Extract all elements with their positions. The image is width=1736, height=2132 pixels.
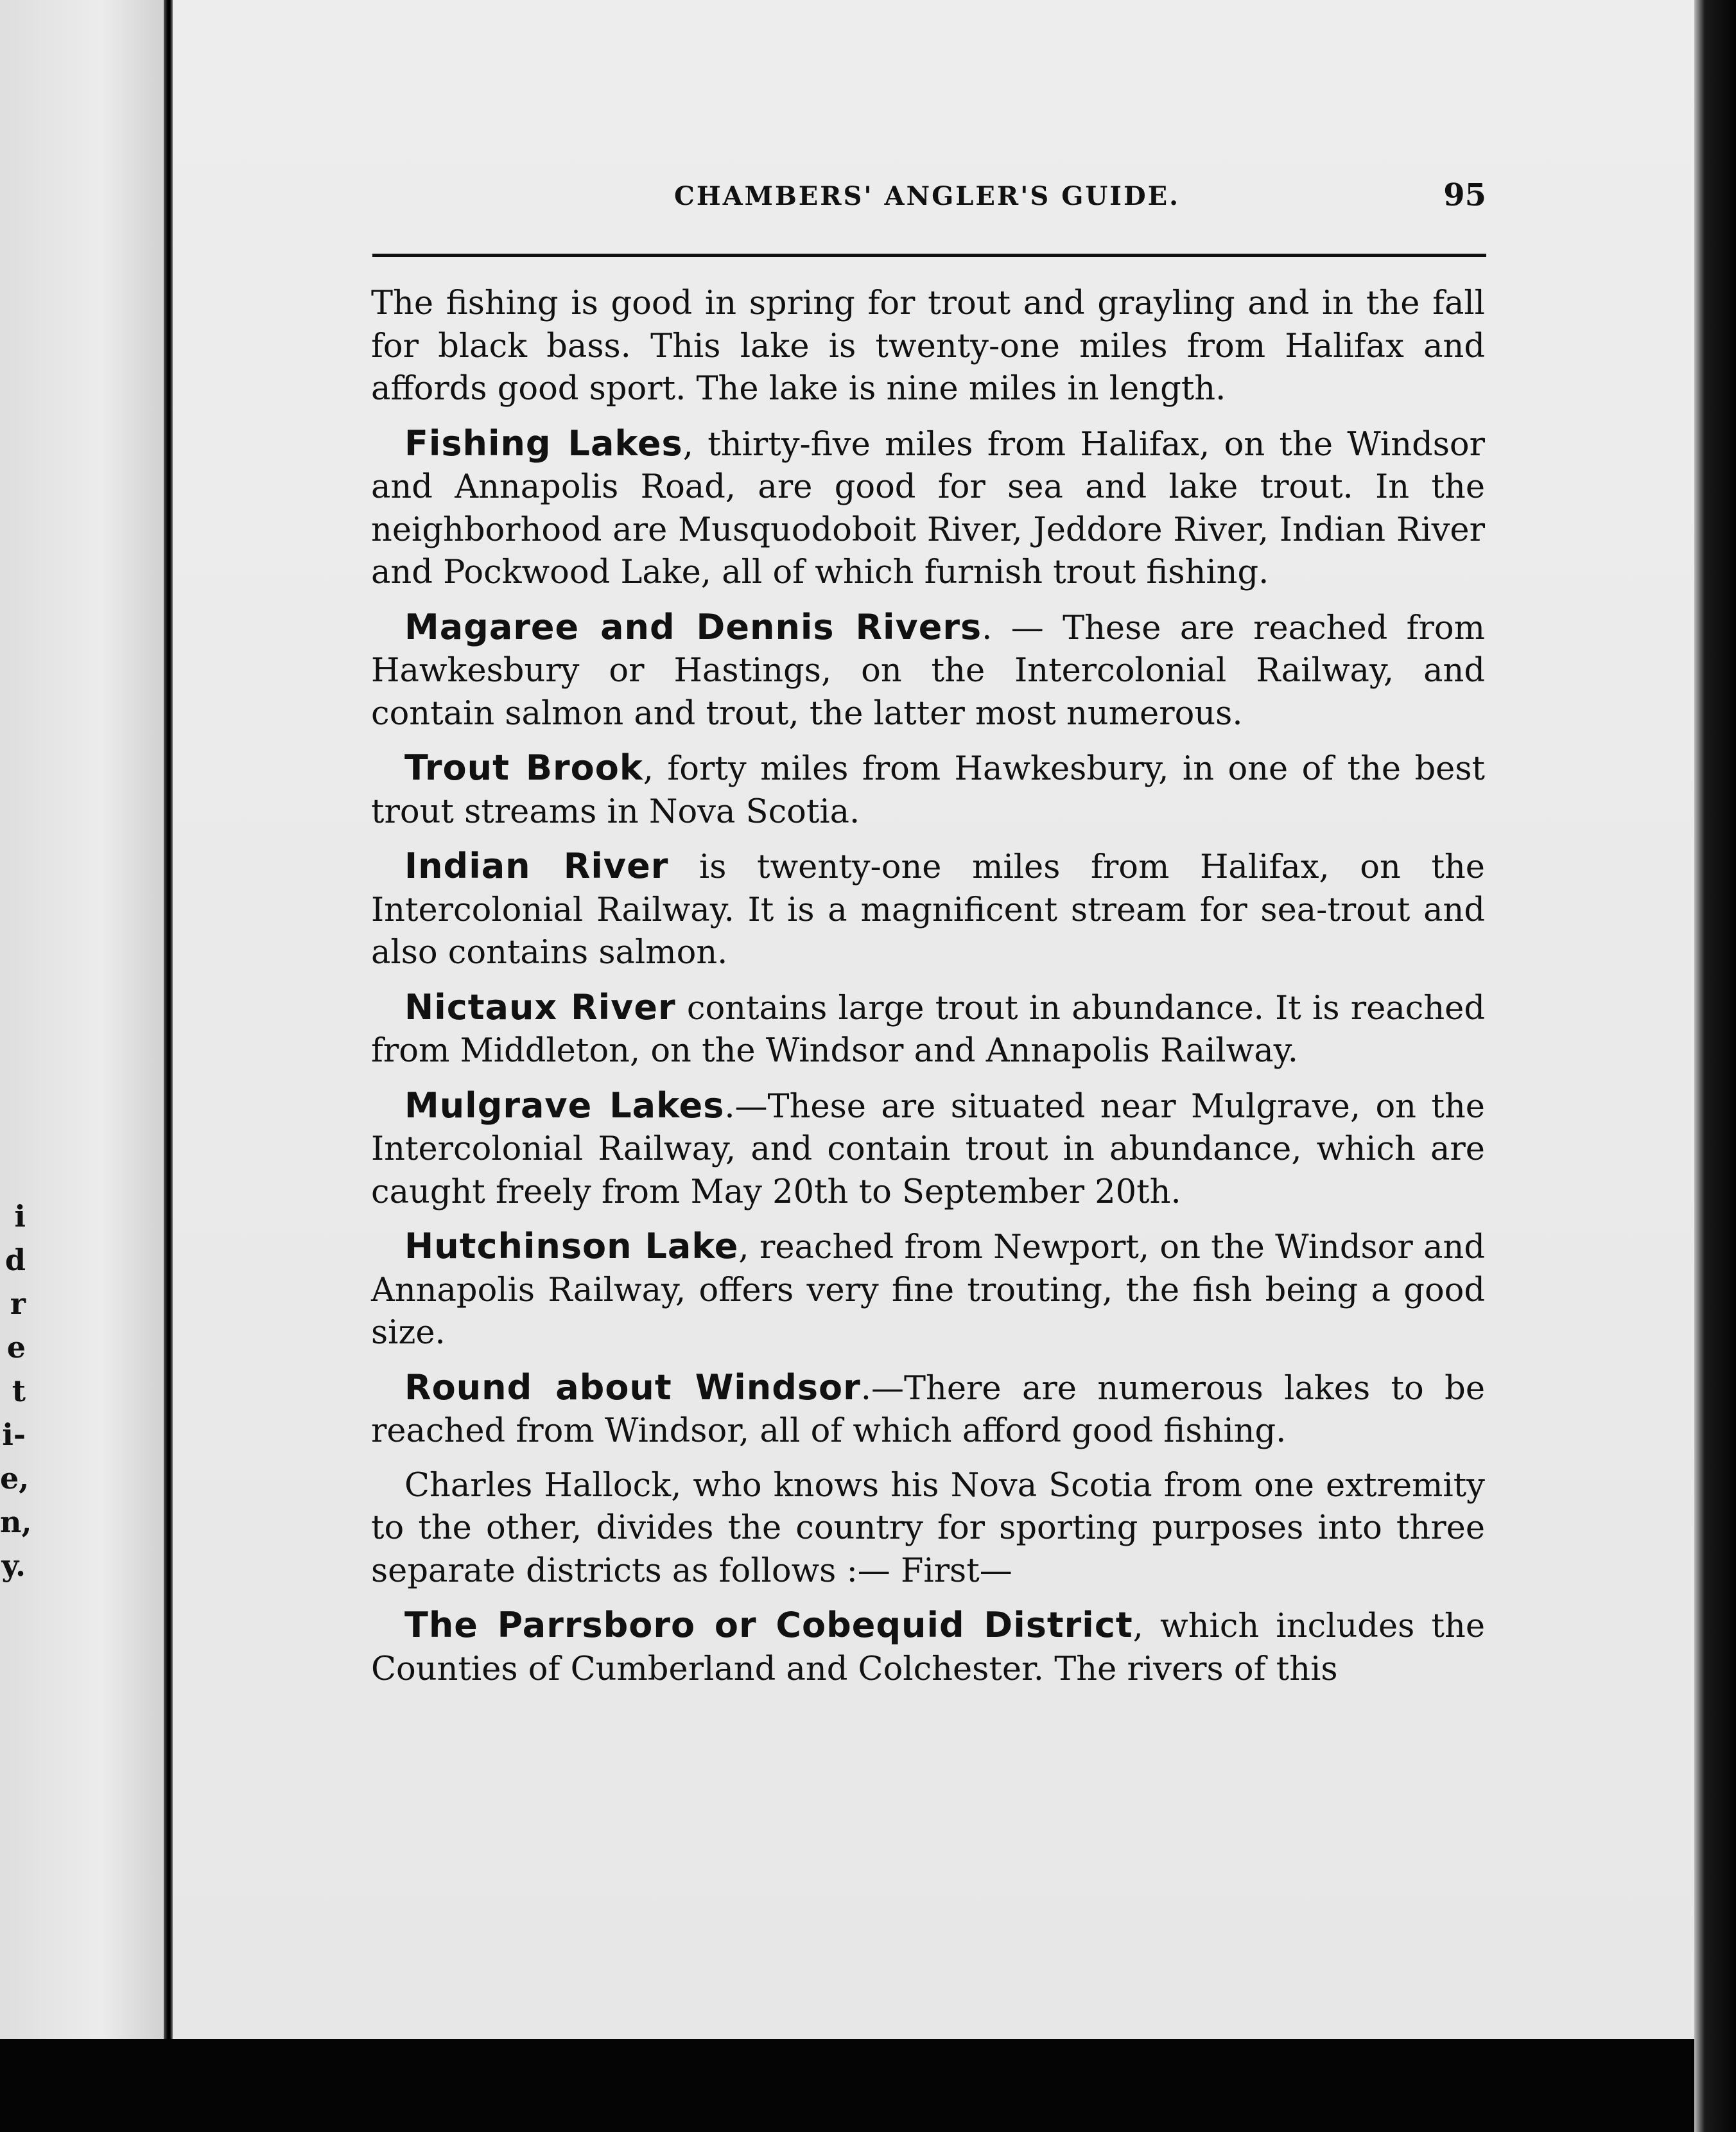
paragraph-text: , reached from Newport, on the Windsor and Annapolis Railway, offers very fine trouting, the fish being a good size. [371, 1228, 1485, 1352]
paragraph [371, 283, 1485, 411]
page-number: 95 [1443, 177, 1486, 213]
edge-letter: e, [0, 1461, 30, 1496]
paragraph-text: .—There are numerous lakes to be reached from Windsor, all of which afford good fishing. [371, 1369, 1486, 1450]
book-gutter [164, 0, 173, 2042]
header-title: CHAMBERS' ANGLER'S GUIDE. [674, 181, 1181, 211]
edge-letter: r [10, 1286, 26, 1321]
paragraph-text: Charles Hallock, who knows his Nova Scotia from one extremity to the other, divides the country for sporting purposes into three separate districts as follows :— First— [371, 1466, 1485, 1590]
entry-heading: Fishing Lakes [404, 423, 683, 464]
entry-heading: Nictaux River [404, 986, 676, 1027]
entry-heading: Round about Windsor [404, 1367, 861, 1408]
paragraph-text: is twenty-one miles from Halifax, on the Intercolonial Railway. It is a magnificent stream for sea-trout and also contains salmon. [371, 848, 1485, 972]
paragraph [371, 747, 1485, 834]
paragraph [371, 986, 1485, 1073]
entry-heading: Mulgrave Lakes [404, 1085, 725, 1126]
paragraph [371, 1085, 1485, 1214]
header-rule [372, 254, 1486, 257]
edge-letter: n, [0, 1505, 32, 1539]
paragraph-text: , which includes the Counties of Cumberland and Colchester. The rivers of this [371, 1607, 1486, 1688]
left-page-edge-letters [0, 1194, 32, 1587]
paragraph [371, 1367, 1485, 1453]
entry-heading: Trout Brook [404, 747, 643, 788]
paragraph-text: The fishing is good in spring for trout and grayling and in the fall for black bass. This lake is twenty-one miles from Halifax and affords good sport. The lake is nine miles in length. [371, 284, 1485, 408]
entry-heading: Indian River [404, 846, 669, 886]
running-header [372, 177, 1486, 220]
entry-heading: Magaree and Dennis Rivers [404, 606, 982, 647]
edge-letter: y. [1, 1548, 26, 1583]
entry-heading: Hutchinson Lake [404, 1226, 739, 1266]
body-text [371, 283, 1485, 1702]
scan-right-border [1694, 0, 1736, 2132]
entry-heading: The Parrsboro or Cobequid District [404, 1605, 1133, 1645]
edge-letter: d [4, 1243, 26, 1277]
edge-letter: i [14, 1199, 26, 1234]
paragraph [371, 1225, 1485, 1355]
edge-letter: t [12, 1374, 26, 1408]
paragraph [371, 606, 1485, 736]
edge-letter: e [6, 1330, 26, 1365]
paragraph-text: contains large trout in abundance. It is reached from Middleton, on the Windsor and Annapolis Railway. [371, 989, 1485, 1070]
paragraph-text: , thirty-five miles from Halifax, on the Windsor and Annapolis Road, are good for sea and lake trout. In the neighborhood are Musquodoboit River, Jeddore River, Indian River and Pockwood Lake, all of which furnish trout fishing. [371, 425, 1485, 591]
paragraph [371, 845, 1485, 975]
paragraph-text: . — These are reached from Hawkesbury or Hastings, on the Intercolonial Railway, and contain salmon and trout, the latter most numerous. [371, 609, 1485, 733]
paragraph [371, 1604, 1485, 1691]
paragraph [371, 1465, 1485, 1593]
edge-letter: i- [2, 1417, 26, 1452]
paragraph-text: .—These are situated near Mulgrave, on the Intercolonial Railway, and contain trout in abundance, which are caught freely from May 20th to September 20th. [371, 1087, 1485, 1211]
paragraph [371, 423, 1485, 595]
paragraph-text: , forty miles from Hawkesbury, in one of the best trout streams in Nova Scotia. [371, 750, 1485, 831]
scan-bottom-border [0, 2039, 1736, 2132]
left-page-edge [0, 0, 168, 2132]
